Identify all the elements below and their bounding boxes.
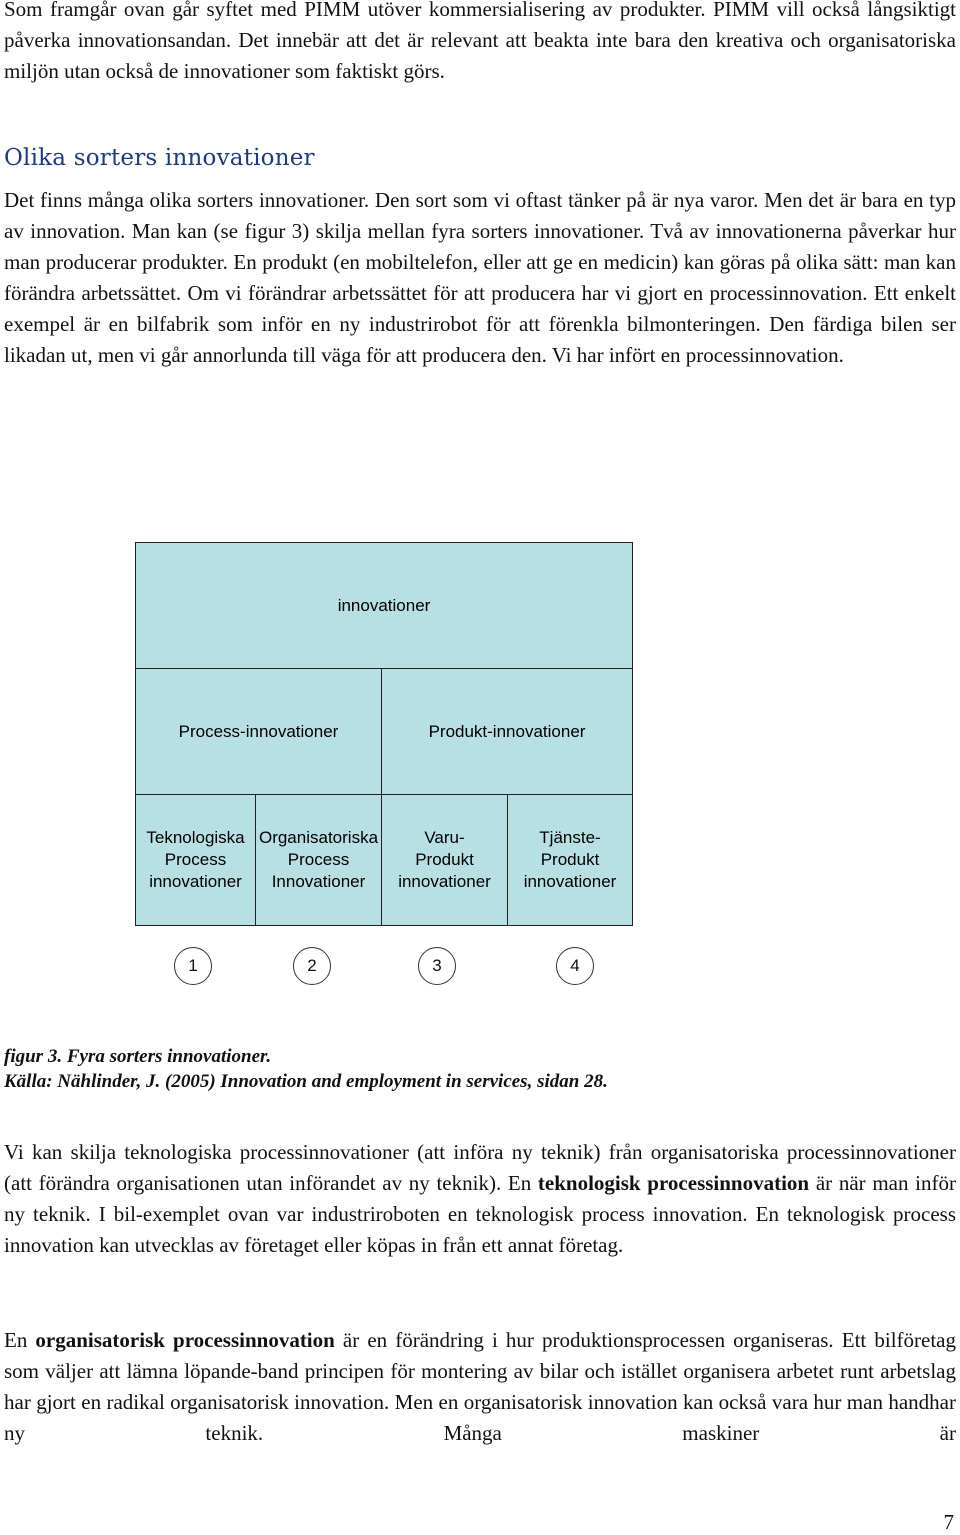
section-heading: Olika sorters innovationer	[4, 145, 315, 171]
intro-paragraph	[4, 0, 956, 87]
p3-text-post: är när man inför ny teknik. I bil-exemplet ovan var industriroboten en teknologisk process innovation. En teknologisk process innovation kan utvecklas av företaget eller köpas in från ett annat företag.	[4, 1171, 956, 1257]
section-text: Det finns många olika sorters innovationer. Den sort som vi oftast tänker på är nya varor. Men det är bara en typ av innovation. Man kan (se figur 3) skilja mellan fyra sorters innovationer. Två av innovationerna påverkar hur man producerar produkter. En produkt (en mobiltelefon, eller att ge en medicin) kan göras på olika sätt: man kan förändra arbetssättet. Om vi förändrar arbetssättet för att producera har vi gjort en processinnovation. Ett enkelt exempel är en bilfabrik som inför en ny industrirobot för att förenkla bilmonteringen. Den färdiga bilen ser likadan ut, men vi går annorlunda till väga för att producera den. Vi har infört en processinnovation.	[4, 188, 956, 367]
leaf-2-line-3: Innovationer	[271, 872, 366, 891]
leaf-4-line-3: innovationer	[523, 872, 617, 891]
diagram-process-label: Process-innovationer	[178, 721, 339, 741]
p4-text-post: är en förändring i hur produktionsprocessen organiseras. Ett bilföretag som väljer att lämna löpande-band principen för montering av bilar och istället organisera arbetet runt arbetslag har gjort en radikal organisatorisk innovation. Men en organisatorisk innovation kan också vara hur man handhar ny teknik. Många maskiner är	[4, 1328, 956, 1445]
diagram-process-box	[135, 668, 382, 795]
diagram-product-label: Produkt-innovationer	[428, 721, 586, 741]
p4-bold-term: organisatorisk processinnovation	[35, 1328, 335, 1352]
number-circle-2: 2	[293, 947, 331, 985]
paragraph-organisational-text	[4, 1325, 956, 1449]
p3-bold-term: teknologisk processinnovation	[537, 1171, 810, 1195]
leaf-3-line-3: innovationer	[398, 872, 491, 891]
figure-caption: figur 3. Fyra sorters innovationer.	[4, 1046, 272, 1067]
paragraph-organisational	[4, 1325, 956, 1449]
paragraph-technological	[4, 1137, 956, 1261]
page-number: 7	[943, 1510, 954, 1534]
leaf-2-line-2: Process	[287, 850, 350, 869]
diagram-top-box	[135, 542, 633, 669]
diagram-leaf-1	[135, 794, 256, 926]
section-paragraph	[4, 185, 956, 371]
diagram-product-box	[381, 668, 633, 795]
leaf-3-line-1: Varu-	[424, 828, 465, 847]
leaf-1-line-2: Process	[164, 850, 227, 869]
leaf-4-line-2: Produkt	[540, 850, 600, 869]
leaf-3-line-2: Produkt	[415, 850, 474, 869]
diagram-leaf-3	[381, 794, 508, 926]
diagram-leaf-2	[255, 794, 382, 926]
leaf-4-line-1: Tjänste-	[539, 828, 601, 847]
diagram-leaf-4	[507, 794, 633, 926]
p3-text-pre: Vi kan skilja teknologiska processinnovationer (att införa ny teknik) från organisatoriska processinnovationer (att förändra organisationen utan införandet av ny teknik). En	[4, 1140, 956, 1195]
p4-text-pre: En	[4, 1328, 36, 1352]
diagram-top-label: innovationer	[337, 595, 431, 615]
leaf-1-line-1: Teknologiska	[146, 828, 245, 847]
intro-text: Som framgår ovan går syftet med PIMM utöver kommersialisering av produkter. PIMM vill också långsiktigt påverka innovationsandan. Det innebär att det är relevant att beakta inte bara den kreativa och organisatoriska miljön utan också de innovationer som faktiskt görs.	[4, 0, 956, 83]
number-circle-3: 3	[418, 947, 456, 985]
number-circle-1: 1	[174, 947, 212, 985]
leaf-1-line-3: innovationer	[149, 872, 242, 891]
innovation-diagram	[135, 542, 633, 926]
paragraph-technological-text	[4, 1137, 956, 1261]
figure-source: Källa: Nählinder, J. (2005) Innovation and employment in services, sidan 28.	[4, 1071, 608, 1092]
number-circle-4: 4	[556, 947, 594, 985]
leaf-2-line-1: Organisatoriska	[258, 828, 379, 847]
